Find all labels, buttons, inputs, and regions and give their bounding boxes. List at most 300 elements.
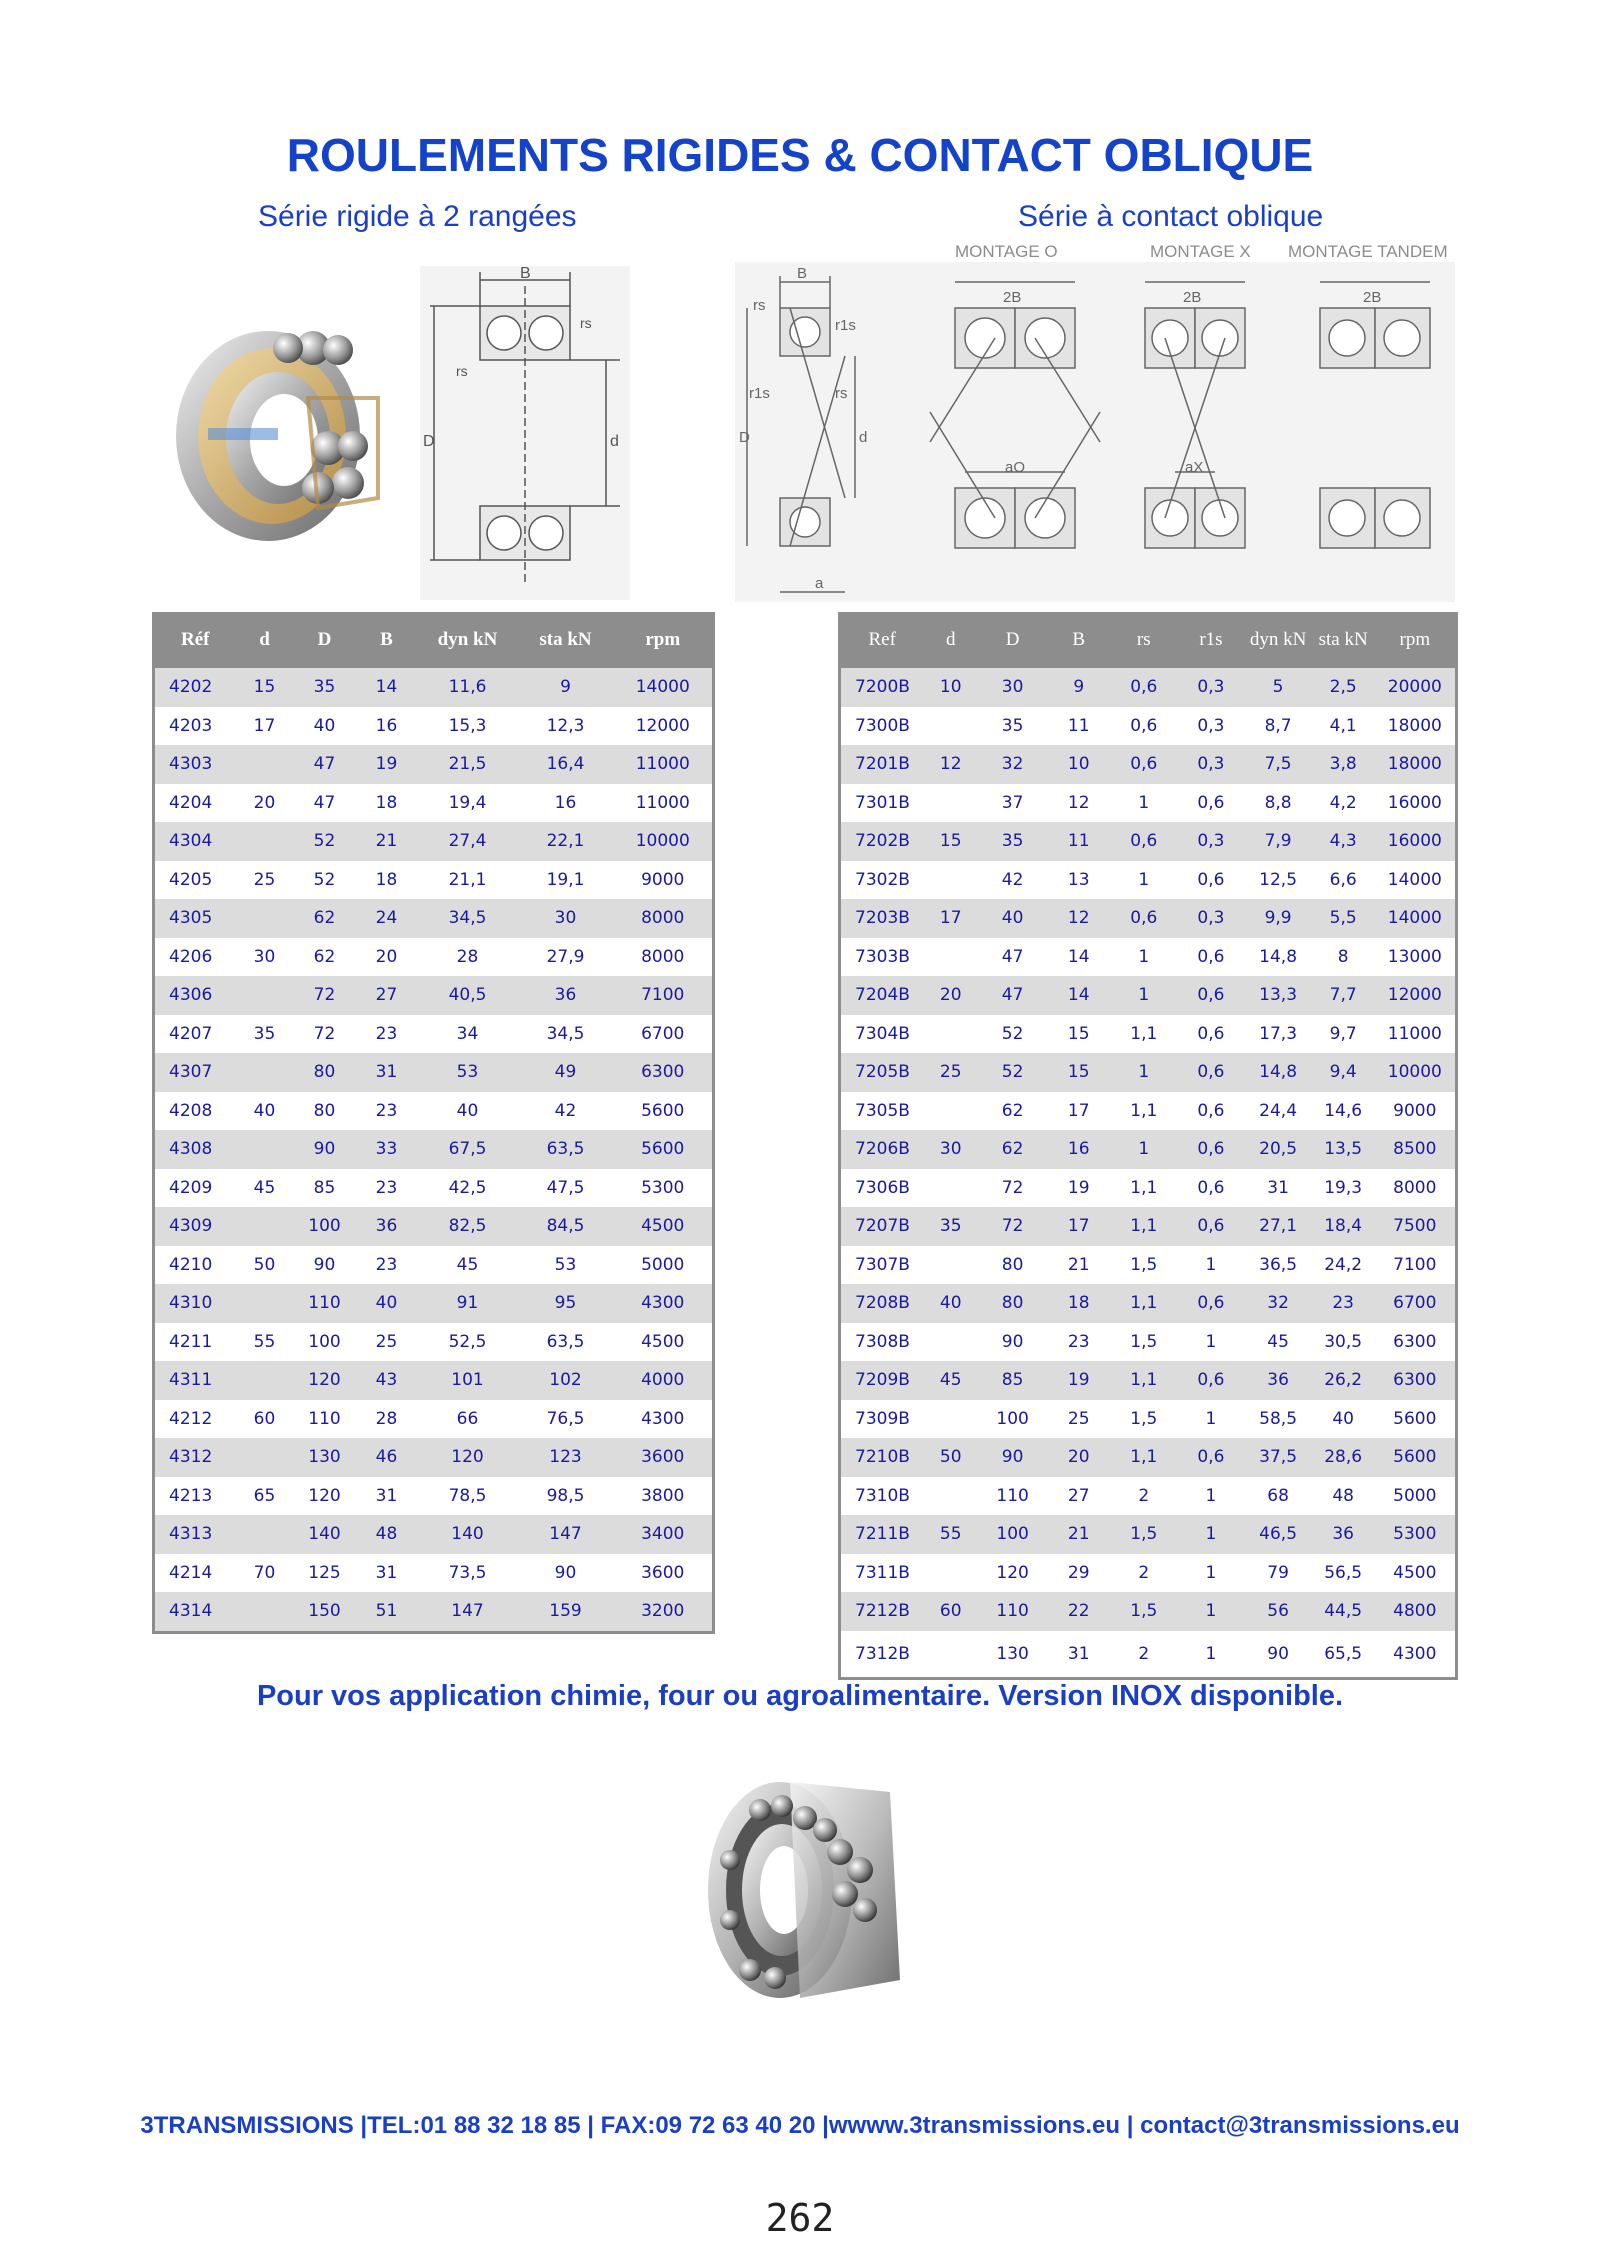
- table-cell: 4307: [154, 1053, 236, 1092]
- table-cell: 7306B: [840, 1169, 924, 1208]
- table-cell: 3200: [614, 1592, 714, 1632]
- angular-contact-drawings: [735, 262, 1455, 602]
- table-cell: [236, 1515, 294, 1554]
- table-cell: 80: [978, 1246, 1047, 1285]
- table-cell: 45: [923, 1361, 978, 1400]
- table-cell: 40,5: [418, 976, 518, 1015]
- dim-label-2b-tandem: 2B: [1363, 289, 1382, 306]
- col-header-d-inner: d: [923, 612, 978, 668]
- table-cell: 102: [518, 1361, 614, 1400]
- table-cell: 7202B: [840, 822, 924, 861]
- table-cell: 10000: [614, 822, 714, 861]
- table-cell: 19: [1047, 1361, 1110, 1400]
- table-cell: 30,5: [1312, 1323, 1375, 1362]
- table-cell: 36: [518, 976, 614, 1015]
- table-row: [840, 1130, 1457, 1169]
- table-cell: 5: [1245, 668, 1312, 707]
- table-cell: 14,8: [1245, 938, 1312, 977]
- table-cell: 0,6: [1177, 1438, 1244, 1477]
- table-row: [154, 1400, 714, 1439]
- table-cell: 3,8: [1312, 745, 1375, 784]
- table-cell: 0,3: [1177, 899, 1244, 938]
- table-cell: 4500: [614, 1323, 714, 1362]
- page-number: 262: [765, 2196, 835, 2240]
- table-cell: 100: [978, 1400, 1047, 1439]
- table-cell: 16: [518, 784, 614, 823]
- table-cell: [236, 745, 294, 784]
- table-cell: 0,6: [1110, 899, 1177, 938]
- table-cell: 21: [356, 822, 418, 861]
- table-cell: [923, 1631, 978, 1679]
- table-row: [154, 745, 714, 784]
- bearing-photo-bottom: [700, 1770, 910, 2010]
- table-cell: 42,5: [418, 1169, 518, 1208]
- table-cell: 5000: [1375, 1477, 1457, 1516]
- table-cell: 52: [294, 861, 356, 900]
- table-cell: 4207: [154, 1015, 236, 1054]
- table-cell: 4300: [614, 1400, 714, 1439]
- table-row: [840, 1477, 1457, 1516]
- table-cell: [236, 1438, 294, 1477]
- table-cell: 7200B: [840, 668, 924, 707]
- table-cell: 14000: [614, 668, 714, 707]
- table-cell: 7307B: [840, 1246, 924, 1285]
- table-cell: [923, 1169, 978, 1208]
- table-cell: 7308B: [840, 1323, 924, 1362]
- table-cell: 14: [1047, 976, 1110, 1015]
- table-cell: 7312B: [840, 1631, 924, 1679]
- table-row: [154, 784, 714, 823]
- table-cell: 4209: [154, 1169, 236, 1208]
- table-cell: 32: [1245, 1284, 1312, 1323]
- table-cell: 30: [923, 1130, 978, 1169]
- col-header-rpm: rpm: [1375, 612, 1457, 668]
- table-cell: 19,3: [1312, 1169, 1375, 1208]
- table-cell: 1: [1110, 861, 1177, 900]
- dim-label-d-inner: d: [610, 433, 619, 450]
- table-cell: 44,5: [1312, 1592, 1375, 1631]
- table-row: [154, 1092, 714, 1131]
- table-cell: 45: [236, 1169, 294, 1208]
- table-cell: 31: [356, 1053, 418, 1092]
- table-cell: 80: [294, 1053, 356, 1092]
- table-cell: 2: [1110, 1477, 1177, 1516]
- table-cell: 0,6: [1177, 976, 1244, 1015]
- table-cell: 36,5: [1245, 1246, 1312, 1285]
- table-cell: 43: [356, 1361, 418, 1400]
- table-cell: 120: [978, 1554, 1047, 1593]
- table-cell: 91: [418, 1284, 518, 1323]
- table-cell: 32: [978, 745, 1047, 784]
- table-cell: 7500: [1375, 1207, 1457, 1246]
- table-cell: 14000: [1375, 899, 1457, 938]
- table-cell: 140: [294, 1515, 356, 1554]
- table-cell: 12: [923, 745, 978, 784]
- table-cell: 56: [1245, 1592, 1312, 1631]
- table-row: [840, 938, 1457, 977]
- table-cell: 55: [923, 1515, 978, 1554]
- table-cell: 25: [236, 861, 294, 900]
- table-cell: 4203: [154, 707, 236, 746]
- table-cell: 1,5: [1110, 1400, 1177, 1439]
- table-cell: 7207B: [840, 1207, 924, 1246]
- table-cell: 0,6: [1177, 1053, 1244, 1092]
- table-cell: 4213: [154, 1477, 236, 1516]
- table-cell: 62: [294, 938, 356, 977]
- table-cell: 4000: [614, 1361, 714, 1400]
- table-cell: [923, 1246, 978, 1285]
- table-cell: [236, 976, 294, 1015]
- table-cell: 0,6: [1177, 1169, 1244, 1208]
- table-cell: 16,4: [518, 745, 614, 784]
- table-cell: 4500: [1375, 1554, 1457, 1593]
- table-cell: 3600: [614, 1554, 714, 1593]
- table-cell: 47: [294, 784, 356, 823]
- col-header-ref: Réf: [154, 612, 236, 668]
- col-header-ref: Ref: [840, 612, 924, 668]
- table-cell: 17: [1047, 1207, 1110, 1246]
- dim-label-a-single: a: [815, 575, 824, 592]
- table-cell: 1,1: [1110, 1438, 1177, 1477]
- table-cell: 62: [978, 1092, 1047, 1131]
- table-cell: 36: [356, 1207, 418, 1246]
- table-cell: 34,5: [518, 1015, 614, 1054]
- table-row: [154, 861, 714, 900]
- table-cell: 15: [236, 668, 294, 707]
- dim-label-ax: aX: [1185, 459, 1204, 476]
- table-cell: 6300: [614, 1053, 714, 1092]
- table-row: [154, 1477, 714, 1516]
- table-cell: 120: [294, 1361, 356, 1400]
- table-cell: 40: [356, 1284, 418, 1323]
- table-row: [840, 1053, 1457, 1092]
- table-cell: 7,5: [1245, 745, 1312, 784]
- table-cell: 4308: [154, 1130, 236, 1169]
- table-cell: 4210: [154, 1246, 236, 1285]
- table-cell: 19,1: [518, 861, 614, 900]
- table-cell: 48: [1312, 1477, 1375, 1516]
- table-cell: 24: [356, 899, 418, 938]
- table-cell: 23: [1047, 1323, 1110, 1362]
- table-row: [154, 1438, 714, 1477]
- table-cell: 22: [1047, 1592, 1110, 1631]
- table-cell: 72: [978, 1169, 1047, 1208]
- table-cell: 7305B: [840, 1092, 924, 1131]
- table-cell: 52: [978, 1053, 1047, 1092]
- table-cell: 110: [294, 1284, 356, 1323]
- table-cell: 1: [1177, 1592, 1244, 1631]
- table-cell: 17: [923, 899, 978, 938]
- table-cell: 1: [1110, 784, 1177, 823]
- table-cell: 27: [356, 976, 418, 1015]
- table-cell: 1,5: [1110, 1323, 1177, 1362]
- col-header-b: B: [356, 612, 418, 668]
- table-cell: 7303B: [840, 938, 924, 977]
- table-cell: 40: [294, 707, 356, 746]
- table-cell: 58,5: [1245, 1400, 1312, 1439]
- table-cell: 9,7: [1312, 1015, 1375, 1054]
- table-cell: 4310: [154, 1284, 236, 1323]
- col-header-dyn: dyn kN: [418, 612, 518, 668]
- table-cell: 72: [294, 976, 356, 1015]
- table-cell: 23: [356, 1092, 418, 1131]
- table-cell: 31: [356, 1554, 418, 1593]
- table-cell: 9: [1047, 668, 1110, 707]
- table-cell: 90: [978, 1438, 1047, 1477]
- table-cell: 12: [1047, 899, 1110, 938]
- table-cell: [923, 1092, 978, 1131]
- table-cell: 11000: [614, 745, 714, 784]
- table-cell: 18,4: [1312, 1207, 1375, 1246]
- table-cell: 16000: [1375, 822, 1457, 861]
- table-cell: 9000: [1375, 1092, 1457, 1131]
- table-cell: [236, 822, 294, 861]
- dim-label-b-single: B: [797, 265, 808, 282]
- table-cell: 7310B: [840, 1477, 924, 1516]
- table-cell: 7205B: [840, 1053, 924, 1092]
- table-row: [840, 1015, 1457, 1054]
- table-cell: 8500: [1375, 1130, 1457, 1169]
- table-cell: 40: [236, 1092, 294, 1131]
- col-header-sta: sta kN: [1312, 612, 1375, 668]
- table-cell: 5,5: [1312, 899, 1375, 938]
- table-cell: [236, 899, 294, 938]
- table-cell: 62: [294, 899, 356, 938]
- table-cell: 30: [518, 899, 614, 938]
- table-cell: 4304: [154, 822, 236, 861]
- table-row: [154, 938, 714, 977]
- table-cell: 37,5: [1245, 1438, 1312, 1477]
- dim-label-rs: rs: [580, 315, 592, 331]
- table-cell: 27,1: [1245, 1207, 1312, 1246]
- table-cell: 0,3: [1177, 745, 1244, 784]
- table-row: [154, 1246, 714, 1285]
- table-cell: 147: [518, 1515, 614, 1554]
- table-row: [840, 784, 1457, 823]
- table-cell: 47,5: [518, 1169, 614, 1208]
- table-cell: 10: [923, 668, 978, 707]
- table-row: [154, 1015, 714, 1054]
- table-cell: 3800: [614, 1477, 714, 1516]
- table-cell: 40: [923, 1284, 978, 1323]
- table-cell: 28: [418, 938, 518, 977]
- table-cell: 15: [1047, 1053, 1110, 1092]
- table-cell: 1,5: [1110, 1246, 1177, 1285]
- table-cell: 4313: [154, 1515, 236, 1554]
- table-cell: 0,6: [1110, 745, 1177, 784]
- table-cell: 35: [236, 1015, 294, 1054]
- table-cell: 5600: [1375, 1400, 1457, 1439]
- col-header-rs: rs: [1110, 612, 1177, 668]
- table-cell: 1,1: [1110, 1284, 1177, 1323]
- table-cell: 20: [236, 784, 294, 823]
- table-cell: 17: [1047, 1092, 1110, 1131]
- table-cell: 23: [356, 1246, 418, 1285]
- table-cell: 65,5: [1312, 1631, 1375, 1679]
- table-cell: 0,6: [1177, 1361, 1244, 1400]
- table-cell: 31: [356, 1477, 418, 1516]
- table-cell: 5600: [614, 1130, 714, 1169]
- table-cell: 35: [923, 1207, 978, 1246]
- table-cell: 0,6: [1177, 1207, 1244, 1246]
- table-cell: 8,7: [1245, 707, 1312, 746]
- table-cell: 4300: [1375, 1631, 1457, 1679]
- table-cell: 1: [1177, 1631, 1244, 1679]
- footer-contact: 3TRANSMISSIONS |TEL:01 88 32 18 85 | FAX:09 72 63 40 20 |wwww.3transmissions.eu | contact@3transmissions.eu: [140, 2112, 1460, 2139]
- table-cell: 12000: [1375, 976, 1457, 1015]
- table-cell: 7210B: [840, 1438, 924, 1477]
- table-cell: 84,5: [518, 1207, 614, 1246]
- dim-label-d-inner-single: d: [859, 429, 868, 446]
- col-header-rpm: rpm: [614, 612, 714, 668]
- table-cell: 1: [1177, 1477, 1244, 1516]
- table-cell: 22,1: [518, 822, 614, 861]
- table-cell: 1: [1110, 976, 1177, 1015]
- table-cell: 110: [294, 1400, 356, 1439]
- table-cell: 4500: [614, 1207, 714, 1246]
- table-cell: 47: [978, 938, 1047, 977]
- table-cell: [923, 1015, 978, 1054]
- table-cell: 140: [418, 1515, 518, 1554]
- table-cell: 125: [294, 1554, 356, 1593]
- table-cell: 10000: [1375, 1053, 1457, 1092]
- table-cell: 8000: [614, 938, 714, 977]
- table-cell: 28: [356, 1400, 418, 1439]
- table-cell: [923, 938, 978, 977]
- dim-label-2b-x: 2B: [1183, 289, 1202, 306]
- table-cell: 101: [418, 1361, 518, 1400]
- table-cell: 3400: [614, 1515, 714, 1554]
- table-cell: 53: [418, 1053, 518, 1092]
- table-cell: 49: [518, 1053, 614, 1092]
- page-title: ROULEMENTS RIGIDES & CONTACT OBLIQUE: [286, 129, 1314, 181]
- table-cell: 1,1: [1110, 1015, 1177, 1054]
- table-cell: 4211: [154, 1323, 236, 1362]
- table-cell: 80: [978, 1284, 1047, 1323]
- table-cell: 1,1: [1110, 1207, 1177, 1246]
- table-cell: 110: [978, 1477, 1047, 1516]
- table-cell: 21: [1047, 1246, 1110, 1285]
- table-cell: [923, 1400, 978, 1439]
- table-cell: 0,6: [1110, 668, 1177, 707]
- table-row: [840, 1592, 1457, 1631]
- table-cell: 85: [294, 1169, 356, 1208]
- table-cell: 15: [923, 822, 978, 861]
- table-cell: 6,6: [1312, 861, 1375, 900]
- table-row: [840, 1284, 1457, 1323]
- table-cell: 52,5: [418, 1323, 518, 1362]
- table-cell: 85: [978, 1361, 1047, 1400]
- table-cell: 5300: [1375, 1515, 1457, 1554]
- table-cell: 4,3: [1312, 822, 1375, 861]
- table-cell: 16: [356, 707, 418, 746]
- table-cell: 5000: [614, 1246, 714, 1285]
- table-cell: 19,4: [418, 784, 518, 823]
- table-row: [840, 1092, 1457, 1131]
- table-cell: 7300B: [840, 707, 924, 746]
- table-cell: 18: [356, 784, 418, 823]
- table-cell: 130: [978, 1631, 1047, 1679]
- table-cell: [236, 1361, 294, 1400]
- table-cell: 7302B: [840, 861, 924, 900]
- table-cell: 7,7: [1312, 976, 1375, 1015]
- table-cell: 21,5: [418, 745, 518, 784]
- table-cell: 150: [294, 1592, 356, 1632]
- table-row: [840, 1438, 1457, 1477]
- table-cell: 12,5: [1245, 861, 1312, 900]
- table-cell: 78,5: [418, 1477, 518, 1516]
- table-cell: 42: [978, 861, 1047, 900]
- col-header-b: B: [1047, 612, 1110, 668]
- table-cell: 4303: [154, 745, 236, 784]
- table-cell: 2: [1110, 1554, 1177, 1593]
- table-cell: [923, 707, 978, 746]
- table-cell: [236, 1053, 294, 1092]
- table-cell: [923, 861, 978, 900]
- table-cell: 51: [356, 1592, 418, 1632]
- table-row: [840, 1400, 1457, 1439]
- table-header-row: [154, 612, 714, 668]
- table-cell: 36: [1312, 1515, 1375, 1554]
- table-cell: 11,6: [418, 668, 518, 707]
- table-cell: 1: [1177, 1400, 1244, 1439]
- table-row: [154, 1515, 714, 1554]
- rigid-series-table: [152, 612, 715, 1634]
- table-cell: 7100: [614, 976, 714, 1015]
- table-cell: 100: [294, 1207, 356, 1246]
- dim-label-ao: aO: [1005, 459, 1026, 476]
- table-cell: 8000: [614, 899, 714, 938]
- table-cell: 70: [236, 1554, 294, 1593]
- table-cell: 7,9: [1245, 822, 1312, 861]
- table-row: [840, 668, 1457, 707]
- table-cell: 16000: [1375, 784, 1457, 823]
- table-cell: 110: [978, 1592, 1047, 1631]
- table-cell: 0,6: [1177, 1130, 1244, 1169]
- table-row: [840, 1246, 1457, 1285]
- table-cell: 1: [1110, 1130, 1177, 1169]
- table-cell: [923, 1323, 978, 1362]
- table-row: [154, 1284, 714, 1323]
- table-cell: 34: [418, 1015, 518, 1054]
- table-cell: 31: [1245, 1169, 1312, 1208]
- table-cell: 4300: [614, 1284, 714, 1323]
- table-cell: 4800: [1375, 1592, 1457, 1631]
- table-cell: 7209B: [840, 1361, 924, 1400]
- table-cell: 7204B: [840, 976, 924, 1015]
- col-header-sta: sta kN: [518, 612, 614, 668]
- table-cell: 65: [236, 1477, 294, 1516]
- table-cell: 21,1: [418, 861, 518, 900]
- inox-notice: Pour vos application chimie, four ou agroalimentaire. Version INOX disponible.: [256, 1680, 1344, 1712]
- table-cell: 13,3: [1245, 976, 1312, 1015]
- table-cell: 18000: [1375, 707, 1457, 746]
- col-header-dyn: dyn kN: [1245, 612, 1312, 668]
- table-row: [840, 1361, 1457, 1400]
- table-cell: 3600: [614, 1438, 714, 1477]
- table-cell: 2: [1110, 1631, 1177, 1679]
- table-row: [840, 861, 1457, 900]
- table-cell: [236, 1207, 294, 1246]
- table-cell: 1,1: [1110, 1361, 1177, 1400]
- table-cell: 8,8: [1245, 784, 1312, 823]
- dim-label-rs-single-2: rs: [835, 385, 848, 402]
- table-cell: 13: [1047, 861, 1110, 900]
- table-cell: 45: [418, 1246, 518, 1285]
- dim-label-d-outer: D: [423, 433, 435, 450]
- table-cell: 1,5: [1110, 1592, 1177, 1631]
- table-cell: 33: [356, 1130, 418, 1169]
